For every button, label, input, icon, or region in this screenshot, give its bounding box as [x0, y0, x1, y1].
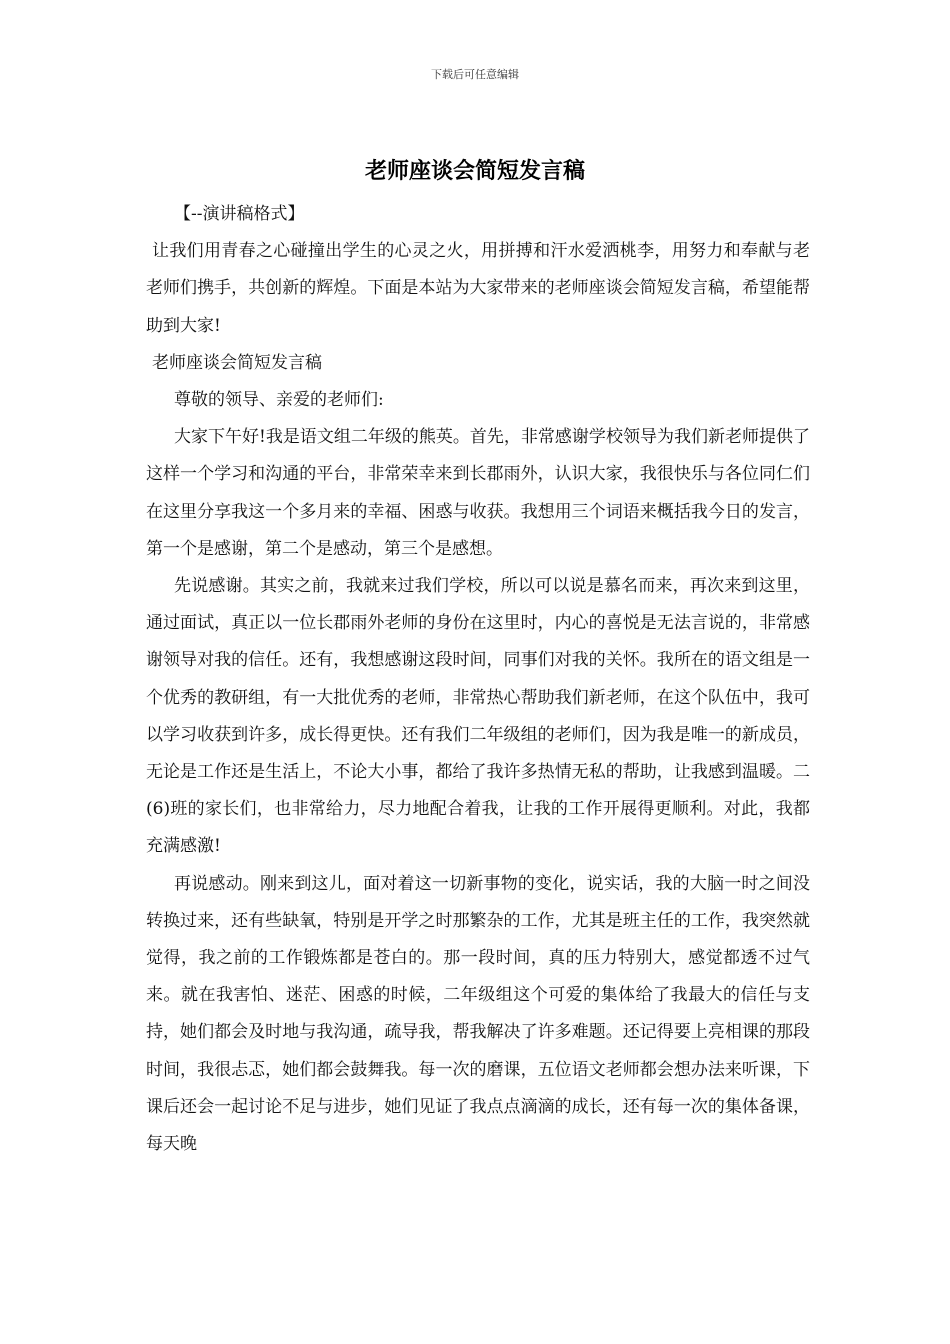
subtitle-paragraph: 老师座谈会简短发言稿	[152, 352, 322, 373]
document-body	[146, 196, 810, 1163]
intro-paragraph: 让我们用青春之心碰撞出学生的心灵之火，用拼搏和汗水爱洒桃李，用努力和奉献与老老师们携手，共创新的辉煌。下面是本站为大家带来的老师座谈会简短发言稿，希望能帮助到大家!	[146, 241, 810, 336]
greeting-paragraph: 大家下午好!我是语文组二年级的熊英。首先，非常感谢学校领导为我们新老师提供了这样一个学习和沟通的平台，非常荣幸来到长郡雨外，认识大家，我很快乐与各位同仁们在这里分享我这一个多月来的幸福、困惑与收获。我想用三个词语来概括我今日的发言，第一个是感谢，第二个是感动，第三个是感想。	[146, 427, 810, 559]
salutation-paragraph: 尊敬的领导、亲爱的老师们:	[174, 390, 384, 411]
page-header-note: 下载后可任意编辑	[431, 68, 519, 81]
document-title: 老师座谈会简短发言稿	[364, 158, 585, 184]
moved-paragraph: 再说感动。刚来到这儿，面对着这一切新事物的变化，说实话，我的大脑一时之间没转换过来，还有些缺氧，特别是开学之时那繁杂的工作，尤其是班主任的工作，我突然就觉得，我之前的工作锻炼都是苍白的。那一段时间，真的压力特别大，感觉都透不过气来。就在我害怕、迷茫、困惑的时候，二年级组这个可爱的集体给了我最大的信任与支持，她们都会及时地与我沟通，疏导我，帮我解决了许多难题。还记得要上亮相课的那段时间，我很忐忑，她们都会鼓舞我。每一次的磨课，五位语文老师都会想办法来听课，下课后还会一起讨论不足与进步，她们见证了我点点滴滴的成长，还有每一次的集体备课，每天晚	[146, 873, 810, 1155]
format-tag-paragraph: 【--演讲稿格式】	[174, 204, 305, 224]
gratitude-paragraph: 先说感谢。其实之前，我就来过我们学校，所以可以说是慕名而来，再次来到这里，通过面试，真正以一位长郡雨外老师的身份在这里时，内心的喜悦是无法言说的，非常感谢领导对我的信任。还有，我想感谢这段时间，同事们对我的关怀。我所在的语文组是一个优秀的教研组，有一大批优秀的老师，非常热心帮助我们新老师，在这个队伍中，我可以学习收获到许多，成长得更快。还有我们二年级组的老师们，因为我是唯一的新成员，无论是工作还是生活上，不论大小事，都给了我许多热情无私的帮助，让我感到温暖。二(6)班的家长们，也非常给力，尽力地配合着我，让我的工作开展得更顺利。对此，我都充满感激!	[146, 576, 810, 857]
